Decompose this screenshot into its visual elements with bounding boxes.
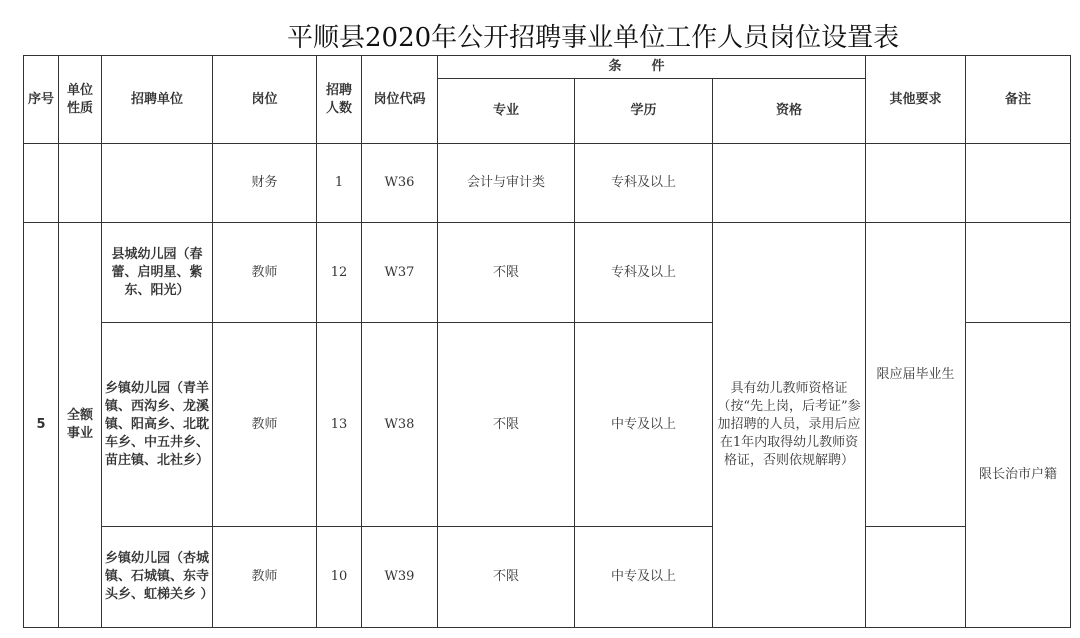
cell-education: 中专及以上 (575, 323, 713, 527)
cell-group-remarks: 限长治市户籍 (966, 323, 1071, 628)
page-title: 平顺县2020年公开招聘事业单位工作人员岗位设置表 (287, 23, 900, 53)
cell-count: 13 (317, 323, 362, 527)
cell-other-empty (866, 144, 966, 223)
header-seq: 序号 (24, 56, 59, 144)
cell-unit: 县城幼儿园（春蕾、启明星、紫东、阳光） (102, 223, 213, 323)
cell-nature-empty (59, 144, 102, 223)
cell-unit: 乡镇幼儿园（青羊镇、西沟乡、龙溪镇、阳高乡、北耽车乡、中五井乡、苗庄镇、北社乡） (102, 323, 213, 527)
cell-qualification-empty (713, 144, 866, 223)
cell-seq-empty (24, 144, 59, 223)
cell-unit: 乡镇幼儿园（杏城镇、石城镇、东寺头乡、虹梯关乡 ） (102, 527, 213, 628)
header-unit: 招聘单位 (102, 56, 213, 144)
header-other: 其他要求 (866, 56, 966, 144)
table-row (24, 144, 1071, 223)
header-qualification: 资格 (713, 79, 866, 144)
cell-post: 教师 (213, 527, 317, 628)
cell-count: 12 (317, 223, 362, 323)
cell-code: W37 (362, 223, 438, 323)
cell-group-nature: 全额事业 (59, 223, 102, 628)
cell-code: W38 (362, 323, 438, 527)
header-row-1 (24, 56, 1071, 79)
cell-unit-empty (102, 144, 213, 223)
cell-count: 10 (317, 527, 362, 628)
cell-remarks-empty (966, 144, 1071, 223)
cell-group-qualification: 具有幼儿教师资格证（按“先上岗，后考证”参加招聘的人员，录用后应在1年内取得幼儿教师资格证，否则依规解聘） (713, 223, 866, 628)
header-code: 岗位代码 (362, 56, 438, 144)
header-conditions: 条件 (438, 56, 866, 79)
table-row (24, 527, 1071, 628)
cell-group-seq: 5 (24, 223, 59, 628)
cell-education: 中专及以上 (575, 527, 713, 628)
cell-other-empty (866, 527, 966, 628)
cell-education: 专科及以上 (575, 223, 713, 323)
table-row (24, 223, 1071, 323)
header-nature: 单位性质 (59, 56, 102, 144)
cell-code: W36 (362, 144, 438, 223)
header-major: 专业 (438, 79, 575, 144)
cell-post: 财务 (213, 144, 317, 223)
cell-major: 会计与审计类 (438, 144, 575, 223)
cell-count: 1 (317, 144, 362, 223)
cell-education: 专科及以上 (575, 144, 713, 223)
cell-post: 教师 (213, 223, 317, 323)
cell-major: 不限 (438, 323, 575, 527)
header-count: 招聘人数 (317, 56, 362, 144)
cell-major: 不限 (438, 223, 575, 323)
cell-remarks-empty (966, 223, 1071, 323)
header-education: 学历 (575, 79, 713, 144)
cell-major: 不限 (438, 527, 575, 628)
header-post: 岗位 (213, 56, 317, 144)
cell-code: W39 (362, 527, 438, 628)
header-remarks: 备注 (966, 56, 1071, 144)
position-table (23, 55, 1071, 628)
cell-post: 教师 (213, 323, 317, 527)
cell-group-other: 限应届毕业生 (866, 223, 966, 527)
